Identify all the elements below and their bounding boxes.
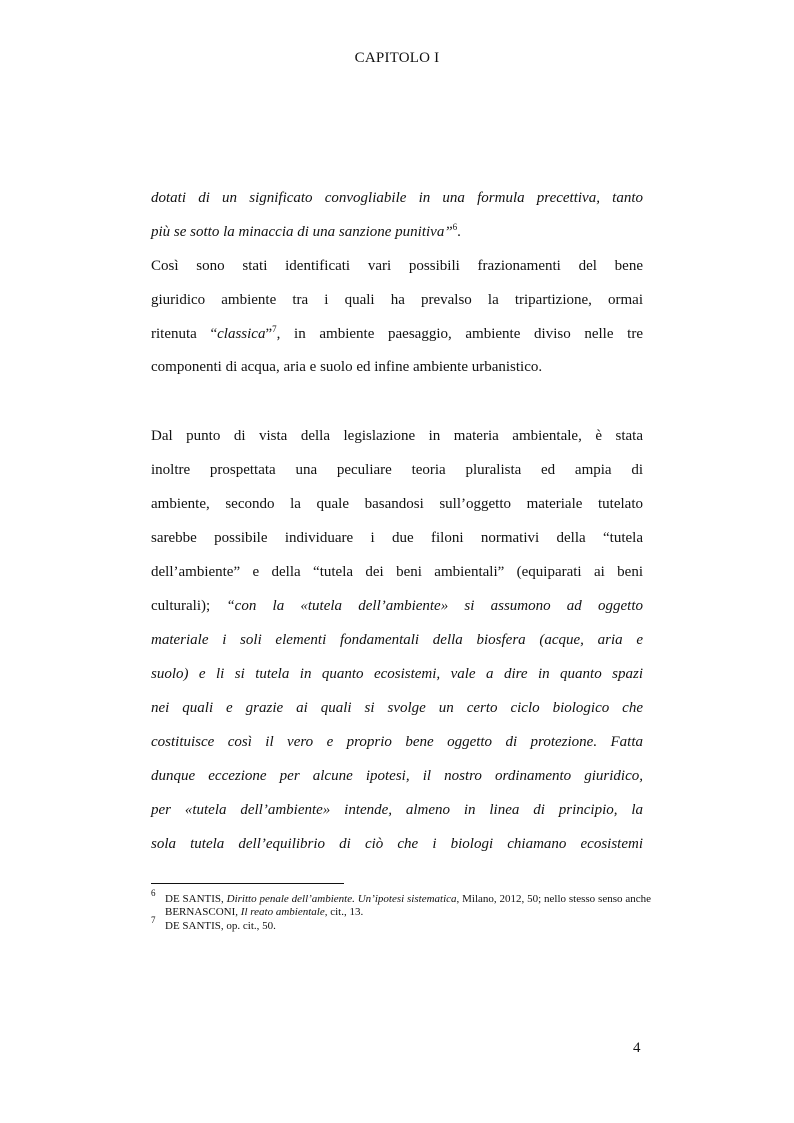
text-line: per «tutela dell’ambiente» intende, almeno in linea di principio, la	[151, 802, 643, 818]
footnote-ref: 7	[272, 324, 277, 334]
text-line: sola tutela dell’equilibrio di ciò che i biologi chiamano ecosistemi	[151, 836, 643, 852]
text-line: componenti di acqua, aria e suolo ed infine ambiente urbanistico.	[151, 359, 543, 375]
footnote-text: DE SANTIS, Diritto penale dell’ambiente. Un’ipotesi sistematica, Milano, 2012, 50; nello stesso senso anche BERNASCONI, Il reato ambientale, cit., 13.	[165, 893, 651, 918]
footnote-text: DE SANTIS, op. cit., 50.	[165, 920, 276, 932]
footnote-separator	[151, 883, 344, 884]
page-number: 4	[633, 1040, 641, 1056]
text-line: sarebbe possibile individuare i due filoni normativi della “tutela	[151, 530, 643, 546]
text-line: materiale i soli elementi fondamentali della biosfera (acque, aria e	[151, 632, 643, 648]
text-line: nei quali e grazie ai quali si svolge un certo ciclo biologico che	[151, 700, 643, 716]
footnote-ref: 6	[452, 222, 458, 232]
text-line: giuridico ambiente tra i quali ha prevalso la tripartizione, ormai	[151, 292, 643, 308]
text-line: dotati di un significato convogliabile in una formula precettiva, tanto	[151, 190, 643, 206]
text-line: inoltre prospettata una peculiare teoria pluralista ed ampia di	[151, 462, 643, 478]
text-line: Dal punto di vista della legislazione in materia ambientale, è stata	[151, 428, 643, 444]
text-line: Così sono stati identificati vari possibili frazionamenti del bene	[151, 258, 643, 274]
text-line: dunque eccezione per alcune ipotesi, il nostro ordinamento giuridico,	[151, 768, 643, 784]
text-line: ambiente, secondo la quale basandosi sull’oggetto materiale tutelato	[151, 496, 643, 512]
footnote: 7 DE SANTIS, op. cit., 50.	[151, 920, 651, 933]
text-line: costituisce così il vero e proprio bene oggetto di protezione. Fatta	[151, 734, 643, 750]
text-line: dell’ambiente” e della “tutela dei beni ambientali” (equiparati ai beni	[151, 564, 643, 580]
text-line: culturali); “con la «tutela dell’ambiente» si assumono ad oggetto	[151, 598, 643, 614]
text-line: più se sotto la minaccia di una sanzione punitiva”$^6$.	[151, 222, 461, 240]
chapter-header: CAPITOLO I	[354, 50, 440, 66]
text-line: ritenuta “classica”$^7$, in ambiente paesaggio, ambiente diviso nelle tre	[151, 324, 643, 342]
footnote: 6 DE SANTIS, Diritto penale dell’ambiente. Un’ipotesi sistematica, Milano, 2012, 50; nello stesso senso anche BERNASCONI, Il reato ambientale, cit., 13.	[151, 888, 651, 918]
text-line: suolo) e li si tutela in quanto ecosistemi, vale a dire in quanto spazi	[151, 666, 643, 682]
